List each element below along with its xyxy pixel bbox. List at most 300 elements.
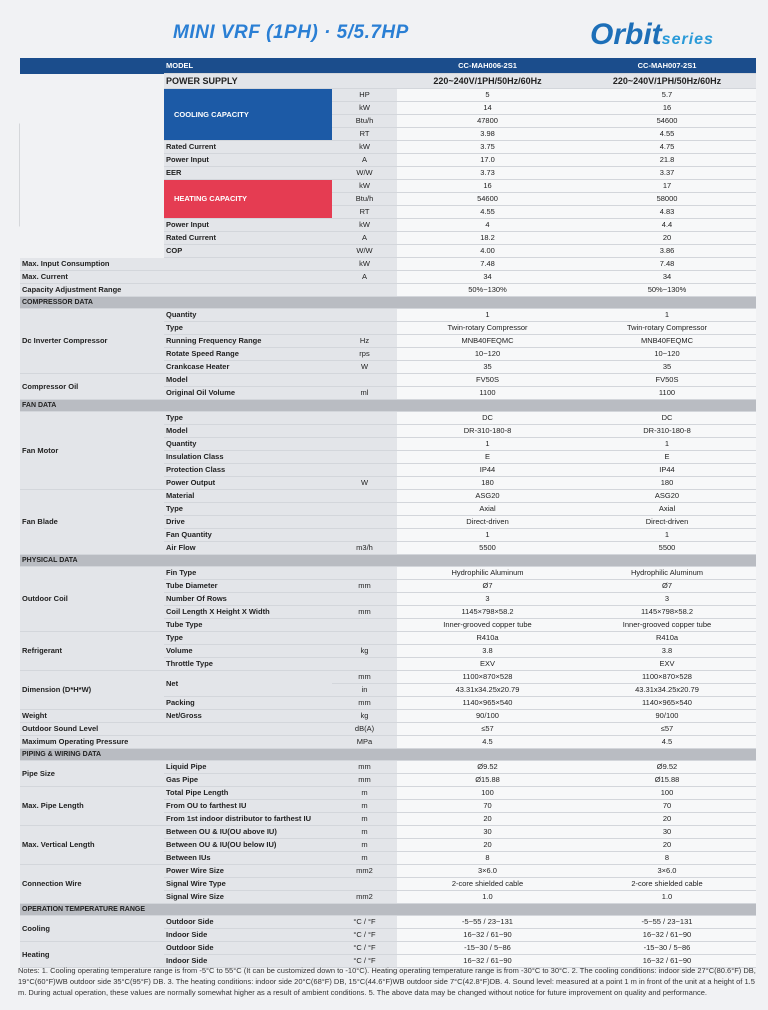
unit: A: [332, 232, 397, 245]
spec-row: [20, 710, 756, 723]
row-label: Max. Current: [20, 271, 332, 284]
unit: [332, 658, 397, 671]
value-1: Twin-rotary Compressor: [397, 322, 578, 335]
group-label: Pipe Size: [20, 761, 164, 787]
unit: m: [332, 787, 397, 800]
unit: W/W: [332, 245, 397, 258]
value-2: IP44: [578, 464, 756, 477]
unit: [332, 322, 397, 335]
value-2: -15~30 / 5~86: [578, 942, 756, 955]
value-2: 16~32 / 61~90: [578, 955, 756, 968]
row-label: Total Pipe Length: [164, 787, 332, 800]
value-1: 34: [397, 271, 578, 284]
value-2: 2-core shielded cable: [578, 878, 756, 891]
row-label: Material: [164, 490, 332, 503]
value-1: 3: [397, 593, 578, 606]
unit: [332, 74, 397, 89]
unit: °C / °F: [332, 942, 397, 955]
spec-row: [20, 736, 756, 749]
group-label: Fan Blade: [20, 490, 164, 555]
value-2: 90/100: [578, 710, 756, 723]
section-title: OPERATION TEMPERATURE RANGE: [20, 904, 756, 916]
spec-row: [20, 374, 756, 387]
value-1: DR-310-180-8: [397, 425, 578, 438]
value-1: Axial: [397, 503, 578, 516]
unit: W/W: [332, 167, 397, 180]
value-1: 2-core shielded cable: [397, 878, 578, 891]
unit: RT: [332, 128, 397, 141]
row-label: Net/Gross: [164, 710, 332, 723]
value-1: 30: [397, 826, 578, 839]
row-label: Outdoor Sound Level: [20, 723, 332, 736]
power-supply-label: POWER SUPPLY: [164, 74, 332, 89]
image-space: [20, 232, 164, 245]
unit: kg: [332, 645, 397, 658]
value-1: 4: [397, 219, 578, 232]
value-2: 4.75: [578, 141, 756, 154]
row-label: Between OU & IU(OU below IU): [164, 839, 332, 852]
spec-row: [20, 193, 756, 206]
value-2: E: [578, 451, 756, 464]
unit: Btu/h: [332, 115, 397, 128]
value-2: 8: [578, 852, 756, 865]
row-label: Protection Class: [164, 464, 332, 477]
group-label: Max. Vertical Length: [20, 826, 164, 865]
value-2: 16~32 / 61~90: [578, 929, 756, 942]
unit: [332, 490, 397, 503]
value-1: R410a: [397, 632, 578, 645]
value-1: 50%~130%: [397, 284, 578, 297]
brand-logo: Orbitseries: [590, 18, 714, 51]
image-space: [20, 58, 164, 74]
unit: dB(A): [332, 723, 397, 736]
header-row: [20, 58, 756, 74]
value-2: 1145×798×58.2: [578, 606, 756, 619]
value-1: 1100×870×528: [397, 671, 578, 684]
group-label: Outdoor Coil: [20, 567, 164, 632]
value-2: 3: [578, 593, 756, 606]
section-header: [20, 904, 756, 916]
value-2: Ø15.88: [578, 774, 756, 787]
notes: Notes: 1. Cooling operating temperature range is from -5°C to 55°C (It can be customized down to -10°C). Heating operating temperature range is from -30°C to 30°C. 2. The cooling conditions: indoor side 27°C(80.6°F) DB, 19°C(60°F)WB outdoor side 35°C(95°F) DB. 3. The heating conditions: indoor side 20°C(68°F) DB, 15°C(44.6°F)WB outdoor side 7°C(42.8°F)DB. 4. Sound level: measured at a point 1 m in front of the unit at a height of 1.5 m. During actual operation, these values are normally somewhat higher as a result of ambient conditions. 5. The above data may be changed without notice for future improvement on quality and performance.: [18, 966, 756, 997]
row-label: Model: [164, 374, 332, 387]
row-label: Type: [164, 632, 332, 645]
value-2: 1100×870×528: [578, 671, 756, 684]
unit: kW: [332, 102, 397, 115]
value-2: 4.4: [578, 219, 756, 232]
unit: A: [332, 154, 397, 167]
spec-row: [20, 865, 756, 878]
unit: mm2: [332, 891, 397, 904]
value-2: 35: [578, 361, 756, 374]
spec-row: [20, 141, 756, 154]
value-1: 20: [397, 813, 578, 826]
section-header: [20, 297, 756, 309]
unit: A: [332, 271, 397, 284]
group-label: Max. Pipe Length: [20, 787, 164, 826]
unit: kW: [332, 258, 397, 271]
section-title: COMPRESSOR DATA: [20, 297, 756, 309]
value-1: 70: [397, 800, 578, 813]
power-supply-row: [20, 74, 756, 89]
row-label: Model: [164, 425, 332, 438]
value-1: 16~32 / 61~90: [397, 929, 578, 942]
value-1: MNB40FEQMC: [397, 335, 578, 348]
row-label: Maximum Operating Pressure: [20, 736, 332, 749]
value-2: Direct-driven: [578, 516, 756, 529]
header-unit-blank: [332, 58, 397, 74]
value-2: 4.5: [578, 736, 756, 749]
image-space: [20, 102, 164, 115]
unit: m: [332, 813, 397, 826]
group-label: Cooling: [20, 916, 164, 942]
unit: °C / °F: [332, 929, 397, 942]
row-label: Original Oil Volume: [164, 387, 332, 400]
row-label: Type: [164, 412, 332, 425]
value-1: Hydrophilic Aluminum: [397, 567, 578, 580]
value-1: Ø15.88: [397, 774, 578, 787]
value-1: IP44: [397, 464, 578, 477]
group-label: Connection Wire: [20, 865, 164, 904]
unit: °C / °F: [332, 916, 397, 929]
row-label: From OU to farthest IU: [164, 800, 332, 813]
unit: mm: [332, 774, 397, 787]
value-1: 1: [397, 529, 578, 542]
value-2: 1: [578, 529, 756, 542]
value-1: 1.0: [397, 891, 578, 904]
value-2: 1140×965×540: [578, 697, 756, 710]
value-1: 7.48: [397, 258, 578, 271]
spec-row: [20, 232, 756, 245]
value-2: ≤57: [578, 723, 756, 736]
group-label: Dc Inverter Compressor: [20, 309, 164, 374]
value-2: 20: [578, 232, 756, 245]
value-2: Ø7: [578, 580, 756, 593]
value-2: 100: [578, 787, 756, 800]
value-2: Inner-grooved copper tube: [578, 619, 756, 632]
value-1: -5~55 / 23~131: [397, 916, 578, 929]
spec-row: [20, 89, 756, 102]
spec-row: [20, 102, 756, 115]
row-label: COP: [164, 245, 332, 258]
page-title: MINI VRF (1PH) · 5/5.7HP: [173, 22, 409, 43]
value-2: -5~55 / 23~131: [578, 916, 756, 929]
image-space: [20, 206, 164, 219]
unit: [332, 412, 397, 425]
model-header: MODEL: [164, 58, 332, 74]
row-label: Power Wire Size: [164, 865, 332, 878]
row-label: Power Output: [164, 477, 332, 490]
value-1: 1140×965×540: [397, 697, 578, 710]
value-1: 47800: [397, 115, 578, 128]
value-2: 5500: [578, 542, 756, 555]
value-2: FV50S: [578, 374, 756, 387]
unit: [332, 567, 397, 580]
value-1: 54600: [397, 193, 578, 206]
value-2: 21.8: [578, 154, 756, 167]
row-label: Number Of Rows: [164, 593, 332, 606]
row-label: Fin Type: [164, 567, 332, 580]
image-space: [20, 193, 164, 206]
image-space: [20, 141, 164, 154]
unit: HP: [332, 89, 397, 102]
unit: W: [332, 361, 397, 374]
value-2: 54600: [578, 115, 756, 128]
row-label: Running Frequency Range: [164, 335, 332, 348]
unit: mm: [332, 606, 397, 619]
unit: [332, 878, 397, 891]
row-label: Type: [164, 322, 332, 335]
value-2: MNB40FEQMC: [578, 335, 756, 348]
value-2: 70: [578, 800, 756, 813]
unit: [332, 593, 397, 606]
value-2: 1.0: [578, 891, 756, 904]
unit: m3/h: [332, 542, 397, 555]
value-2: 17: [578, 180, 756, 193]
value-1: Ø9.52: [397, 761, 578, 774]
spec-row: [20, 284, 756, 297]
value-1: 1: [397, 309, 578, 322]
spec-row: [20, 412, 756, 425]
spec-row: [20, 167, 756, 180]
value-1: 1100: [397, 387, 578, 400]
unit: [332, 284, 397, 297]
image-space: [20, 167, 164, 180]
row-label: Coil Length X Height X Width: [164, 606, 332, 619]
value-2: 4.55: [578, 128, 756, 141]
row-label: Signal Wire Size: [164, 891, 332, 904]
value-1: 1145×798×58.2: [397, 606, 578, 619]
unit: [332, 503, 397, 516]
row-label: Outdoor Side: [164, 942, 332, 955]
spec-row: [20, 916, 756, 929]
row-label: Fan Quantity: [164, 529, 332, 542]
row-label: Signal Wire Type: [164, 878, 332, 891]
spec-row: [20, 128, 756, 141]
value-1: 5: [397, 89, 578, 102]
value-1: 20: [397, 839, 578, 852]
value-1: 14: [397, 102, 578, 115]
cooling-capacity-label: COOLING CAPACITY: [164, 89, 332, 141]
unit: [332, 438, 397, 451]
value-1: Direct-driven: [397, 516, 578, 529]
image-space: [20, 245, 164, 258]
value-1: -15~30 / 5~86: [397, 942, 578, 955]
row-label: Quantity: [164, 309, 332, 322]
row-label: Rated Current: [164, 232, 332, 245]
unit: [332, 464, 397, 477]
value-1: 3.73: [397, 167, 578, 180]
value-2: Axial: [578, 503, 756, 516]
spec-row: [20, 271, 756, 284]
section-header: [20, 555, 756, 567]
value-2: 58000: [578, 193, 756, 206]
value-2: 4.83: [578, 206, 756, 219]
spec-row: [20, 826, 756, 839]
image-space: [20, 154, 164, 167]
unit: [332, 374, 397, 387]
row-label: Between OU & IU(OU above IU): [164, 826, 332, 839]
row-label: Capacity Adjustment Range: [20, 284, 332, 297]
value-1: 180: [397, 477, 578, 490]
group-label: Weight: [20, 710, 164, 723]
unit: m: [332, 839, 397, 852]
value-2: DR-310-180-8: [578, 425, 756, 438]
unit: W: [332, 477, 397, 490]
unit: kW: [332, 219, 397, 232]
spec-row: [20, 115, 756, 128]
section-header: [20, 400, 756, 412]
row-label: Type: [164, 503, 332, 516]
row-label: Gas Pipe: [164, 774, 332, 787]
group-label: Heating: [20, 942, 164, 968]
spec-row: [20, 180, 756, 193]
value-1: 4.5: [397, 736, 578, 749]
unit: [332, 451, 397, 464]
value-2: 30: [578, 826, 756, 839]
value-2: R410a: [578, 632, 756, 645]
value-2: 16: [578, 102, 756, 115]
row-label: Power Input: [164, 219, 332, 232]
value-1: 4.55: [397, 206, 578, 219]
group-label: Dimension (D*H*W): [20, 671, 164, 710]
unit: mm: [332, 580, 397, 593]
value-1: FV50S: [397, 374, 578, 387]
value-2: DC: [578, 412, 756, 425]
section-title: FAN DATA: [20, 400, 756, 412]
unit: MPa: [332, 736, 397, 749]
value-2: 3.86: [578, 245, 756, 258]
spec-row: [20, 154, 756, 167]
row-label: Quantity: [164, 438, 332, 451]
value-1: 3.75: [397, 141, 578, 154]
value-2: 180: [578, 477, 756, 490]
unit: mm2: [332, 865, 397, 878]
image-space: [20, 89, 164, 102]
spec-row: [20, 632, 756, 645]
group-label: Compressor Oil: [20, 374, 164, 400]
unit: [332, 516, 397, 529]
value-1: 220~240V/1PH/50Hz/60Hz: [397, 74, 578, 89]
value-2: EXV: [578, 658, 756, 671]
unit: in: [332, 684, 397, 697]
row-label: Rated Current: [164, 141, 332, 154]
row-label: Insulation Class: [164, 451, 332, 464]
unit: kg: [332, 710, 397, 723]
value-1: 90/100: [397, 710, 578, 723]
value-1: 10~120: [397, 348, 578, 361]
section-title: PIPING & WIRING DATA: [20, 749, 756, 761]
value-2: 3×6.0: [578, 865, 756, 878]
image-space: [20, 180, 164, 193]
unit: [332, 529, 397, 542]
group-label: Refrigerant: [20, 632, 164, 671]
value-1: 43.31x34.25x20.79: [397, 684, 578, 697]
unit: kW: [332, 180, 397, 193]
unit: [332, 632, 397, 645]
unit: Hz: [332, 335, 397, 348]
spec-row: [20, 309, 756, 322]
row-label: EER: [164, 167, 332, 180]
value-1: EXV: [397, 658, 578, 671]
spec-row: [20, 761, 756, 774]
value-1: Ø7: [397, 580, 578, 593]
row-label: Between IUs: [164, 852, 332, 865]
value-2: 5.7: [578, 89, 756, 102]
value-1: 3×6.0: [397, 865, 578, 878]
spec-row: [20, 219, 756, 232]
spec-row: [20, 723, 756, 736]
unit: Btu/h: [332, 193, 397, 206]
value-1: 17.0: [397, 154, 578, 167]
value-1: 100: [397, 787, 578, 800]
value-1: ASG20: [397, 490, 578, 503]
value-1: 8: [397, 852, 578, 865]
value-1: 16~32 / 61~90: [397, 955, 578, 968]
spec-row: [20, 671, 756, 684]
row-label: Net: [164, 671, 332, 697]
value-2: 50%~130%: [578, 284, 756, 297]
value-1: 3.8: [397, 645, 578, 658]
row-label: Outdoor Side: [164, 916, 332, 929]
value-1: 1: [397, 438, 578, 451]
value-1: E: [397, 451, 578, 464]
row-label: Indoor Side: [164, 955, 332, 968]
unit: °C / °F: [332, 955, 397, 968]
value-2: 1: [578, 309, 756, 322]
row-label: Power Input: [164, 154, 332, 167]
row-label: Rotate Speed Range: [164, 348, 332, 361]
value-1: 18.2: [397, 232, 578, 245]
unit: [332, 425, 397, 438]
unit: [332, 619, 397, 632]
value-2: 7.48: [578, 258, 756, 271]
value-2: 34: [578, 271, 756, 284]
spec-row: [20, 787, 756, 800]
row-label: Max. Input Consumption: [20, 258, 332, 271]
spec-table: [20, 58, 756, 968]
value-2: Twin-rotary Compressor: [578, 322, 756, 335]
image-space: [20, 74, 164, 89]
unit: m: [332, 800, 397, 813]
row-label: Tube Type: [164, 619, 332, 632]
unit: mm: [332, 697, 397, 710]
unit: mm: [332, 761, 397, 774]
value-2: 20: [578, 839, 756, 852]
value-2: 1: [578, 438, 756, 451]
image-space: [20, 115, 164, 128]
value-2: 1100: [578, 387, 756, 400]
value-1: Inner-grooved copper tube: [397, 619, 578, 632]
value-2: 3.37: [578, 167, 756, 180]
row-label: Packing: [164, 697, 332, 710]
value-2: 3.8: [578, 645, 756, 658]
value-1: 16: [397, 180, 578, 193]
section-title: PHYSICAL DATA: [20, 555, 756, 567]
value-1: DC: [397, 412, 578, 425]
spec-row: [20, 206, 756, 219]
value-1: ≤57: [397, 723, 578, 736]
value-2: Hydrophilic Aluminum: [578, 567, 756, 580]
unit: kW: [332, 141, 397, 154]
section-header: [20, 749, 756, 761]
spec-row: [20, 258, 756, 271]
row-label: Throttle Type: [164, 658, 332, 671]
value-1: 35: [397, 361, 578, 374]
value-2: 43.31x34.25x20.79: [578, 684, 756, 697]
row-label: Drive: [164, 516, 332, 529]
unit: RT: [332, 206, 397, 219]
